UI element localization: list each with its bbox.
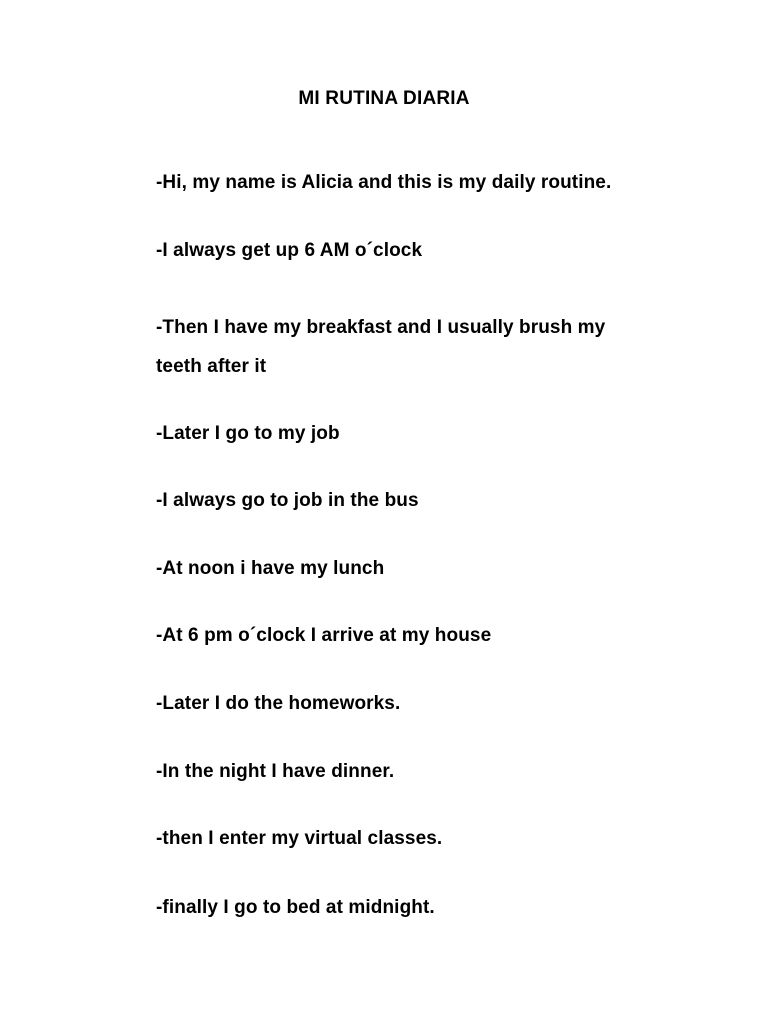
- routine-line-breakfast-cont: teeth after it: [156, 356, 267, 377]
- routine-line-intro: -Hi, my name is Alicia and this is my daily routine.: [156, 172, 612, 193]
- routine-line-get-up: -I always get up 6 AM o´clock: [156, 240, 423, 261]
- routine-line-bed: -finally I go to bed at midnight.: [156, 897, 435, 918]
- routine-line-job: -Later I go to my job: [156, 423, 340, 444]
- routine-line-dinner: -In the night I have dinner.: [156, 761, 395, 782]
- routine-line-breakfast: -Then I have my breakfast and I usually brush my: [156, 317, 606, 338]
- document-title: MI RUTINA DIARIA: [298, 88, 470, 109]
- routine-line-arrive-home: -At 6 pm o´clock I arrive at my house: [156, 625, 492, 646]
- routine-line-homework: -Later I do the homeworks.: [156, 693, 401, 714]
- routine-line-bus: -I always go to job in the bus: [156, 490, 419, 511]
- routine-line-classes: -then I enter my virtual classes.: [156, 828, 443, 849]
- routine-line-lunch: -At noon i have my lunch: [156, 558, 385, 579]
